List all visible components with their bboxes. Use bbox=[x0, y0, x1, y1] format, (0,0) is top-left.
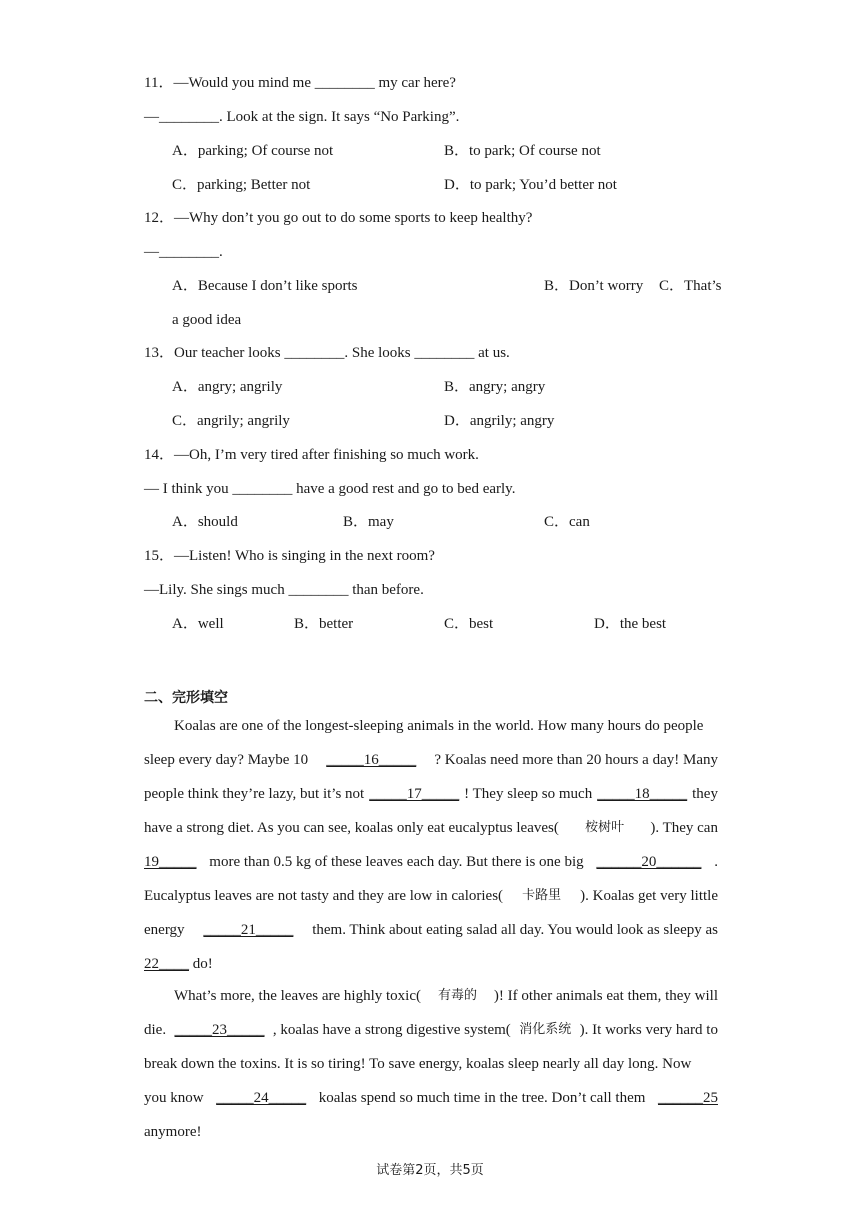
gloss-calories: 卡路里 bbox=[522, 888, 562, 903]
q13-stem: 13．Our teacher looks ________. She looks ________ at us. bbox=[144, 345, 510, 361]
passage-line: have a strong diet. As you can see, koalas only eat eucalyptus leaves( 桉树叶 ). They can bbox=[144, 818, 718, 852]
passage-line: you know _____24_____ koalas spend so much time in the tree. Don’t call them ______25 bbox=[144, 1088, 718, 1122]
q11-reply: —________. Look at the sign. It says “No Parking”. bbox=[144, 109, 460, 125]
passage-line: die. _____23_____ , koalas have a strong digestive system( 消化系统 ). It works very hard to bbox=[144, 1020, 718, 1054]
passage-line: sleep every day? Maybe 10 _____16_____ ? Koalas need more than 20 hours a day! Many bbox=[144, 750, 718, 784]
q14-option-a[interactable]: A．should bbox=[172, 514, 238, 530]
blank-24[interactable]: _____24_____ bbox=[216, 1090, 307, 1106]
q11-option-b[interactable]: B．to park; Of course not bbox=[444, 143, 601, 159]
passage-line: people think they’re lazy, but it’s not _____17_____ ! They sleep so much _____18_____ they bbox=[144, 784, 718, 818]
q14-option-c[interactable]: C．can bbox=[544, 514, 590, 530]
q12-reply: —________. bbox=[144, 244, 223, 260]
q15-reply: —Lily. She sings much ________ than before. bbox=[144, 582, 424, 598]
q14-option-b[interactable]: B．may bbox=[343, 514, 394, 530]
q12-stem: 12．—Why don’t you go out to do some sports to keep healthy? bbox=[144, 210, 533, 226]
q13-option-a[interactable]: A．angry; angrily bbox=[172, 379, 283, 395]
passage-line: energy _____21_____ them. Think about eating salad all day. You would look as sleepy as bbox=[144, 920, 718, 954]
q15-option-a[interactable]: A．well bbox=[172, 616, 224, 632]
passage-line: Koalas are one of the longest-sleeping animals in the world. How many hours do people bbox=[174, 718, 704, 734]
passage-line: 19_____ more than 0.5 kg of these leaves each day. But there is one big ______20______ . bbox=[144, 852, 718, 886]
q11-stem: 11．—Would you mind me ________ my car here? bbox=[144, 75, 456, 91]
q15-option-d[interactable]: D．the best bbox=[594, 616, 667, 632]
blank-23[interactable]: _____23_____ bbox=[174, 1022, 265, 1038]
blank-18[interactable]: _____18_____ bbox=[597, 786, 688, 802]
q13-option-d[interactable]: D．angrily; angry bbox=[444, 413, 555, 429]
passage-paragraph-2 bbox=[144, 986, 718, 1156]
q13-option-c[interactable]: C．angrily; angrily bbox=[172, 413, 290, 429]
page-footer: 试卷第2页，共5页 bbox=[376, 1163, 484, 1178]
q12-option-a[interactable]: A．Because I don’t like sports bbox=[172, 278, 358, 294]
section-title: 二、完形填空 bbox=[144, 690, 228, 706]
q11-option-a[interactable]: A．parking; Of course not bbox=[172, 143, 334, 159]
gloss-digestive-system: 消化系统 bbox=[519, 1022, 572, 1037]
q14-stem: 14．—Oh, I’m very tired after finishing so much work. bbox=[144, 447, 479, 463]
q14-reply: — I think you ________ have a good rest and go to bed early. bbox=[144, 481, 516, 497]
q11-option-d[interactable]: D．to park; You’d better not bbox=[444, 177, 617, 193]
q13-option-b[interactable]: B．angry; angry bbox=[444, 379, 546, 395]
gloss-toxic: 有毒的 bbox=[437, 988, 477, 1003]
blank-20[interactable]: ______20______ bbox=[596, 854, 702, 870]
q12-option-c[interactable]: C．That’s bbox=[659, 278, 722, 294]
passage-line: break down the toxins. It is so tiring! To save energy, koalas sleep nearly all day long. Now bbox=[144, 1056, 692, 1072]
q15-stem: 15．—Listen! Who is singing in the next room? bbox=[144, 548, 435, 564]
blank-22[interactable]: 22____ bbox=[144, 956, 189, 972]
blank-25[interactable]: ______25 bbox=[657, 1090, 718, 1106]
blank-17[interactable]: _____17_____ bbox=[369, 786, 460, 802]
blank-16[interactable]: _____16_____ bbox=[326, 752, 417, 768]
blank-19[interactable]: 19_____ bbox=[144, 854, 197, 870]
q12-option-c-continued[interactable]: a good idea bbox=[172, 312, 242, 328]
passage-line: 22____ do! bbox=[144, 954, 718, 988]
passage-paragraph-1 bbox=[144, 716, 718, 988]
q15-option-b[interactable]: B．better bbox=[294, 616, 354, 632]
q15-option-c[interactable]: C．best bbox=[444, 616, 494, 632]
passage-line: Eucalyptus leaves are not tasty and they are low in calories( 卡路里 ). Koalas get very little bbox=[144, 886, 718, 920]
q12-option-b[interactable]: B．Don’t worry bbox=[544, 278, 644, 294]
blank-21[interactable]: _____21_____ bbox=[203, 922, 294, 938]
passage-line: anymore! bbox=[144, 1124, 202, 1140]
passage-line: What’s more, the leaves are highly toxic( 有毒的 )! If other animals eat them, they will bbox=[144, 986, 718, 1020]
gloss-eucalyptus: 桉树叶 bbox=[585, 820, 625, 835]
q11-option-c[interactable]: C．parking; Better not bbox=[172, 177, 311, 193]
